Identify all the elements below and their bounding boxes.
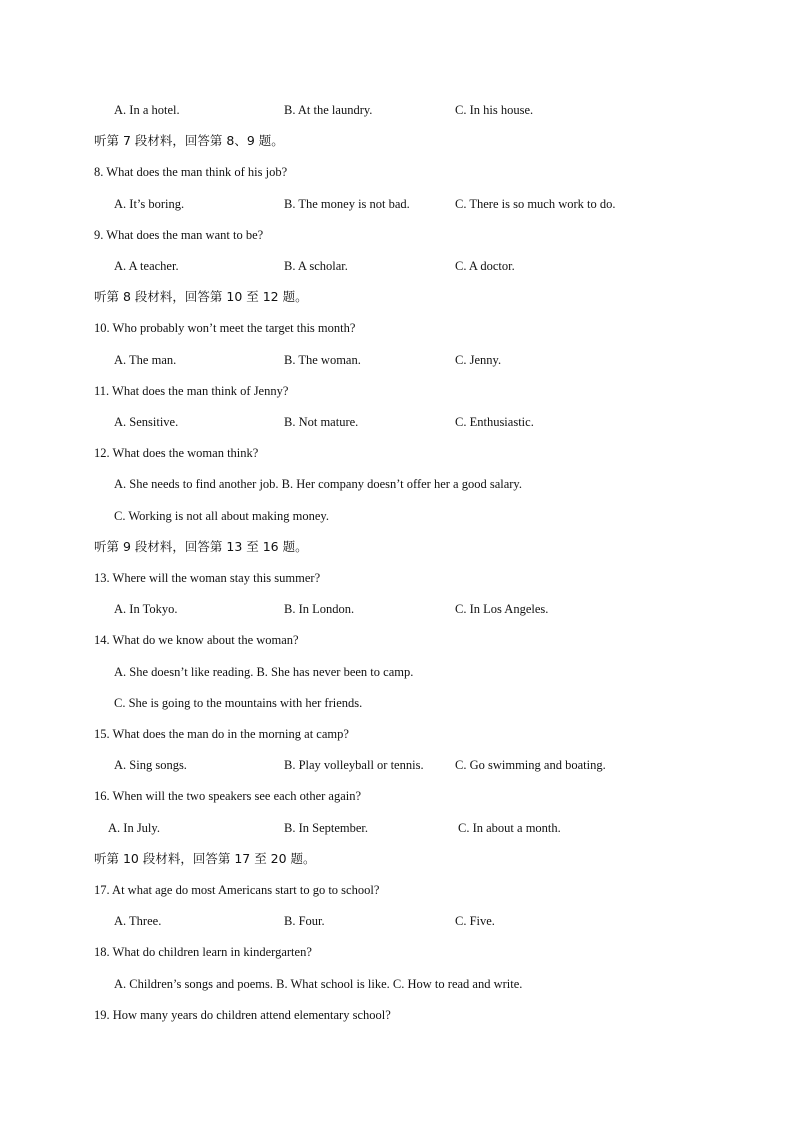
option-c: C. Five. — [455, 914, 495, 929]
question: 16. When will the two speakers see each other again? — [94, 789, 362, 804]
options-line: A. She doesn’t like reading. B. She has never been to camp. — [114, 664, 414, 679]
option-a: A. Sensitive. — [114, 415, 179, 429]
option-c: C. Go swimming and boating. — [455, 758, 606, 773]
question: 12. What does the woman think? — [94, 446, 259, 461]
option-c: C. Enthusiastic. — [455, 415, 534, 429]
option-b: B. Play volleyball or tennis. — [284, 758, 424, 773]
question: 15. What does the man do in the morning at camp? — [94, 727, 349, 741]
options-line: C. Working is not all about making money. — [114, 508, 329, 523]
question: 17. At what age do most Americans start to go to school? — [94, 883, 380, 897]
section-heading: 听第 10 段材料，回答第 17 至 20 题。 — [94, 850, 316, 866]
option-b: B. The money is not bad. — [284, 196, 410, 211]
question: 19. How many years do children attend elementary school? — [94, 1007, 391, 1022]
option-a: A. In July. — [108, 820, 160, 835]
section-heading: 听第 9 段材料，回答第 13 至 16 题。 — [94, 538, 308, 554]
options-line: A. She needs to find another job. B. Her company doesn’t offer her a good salary. — [114, 477, 522, 492]
option-a: A. In a hotel. — [114, 103, 180, 117]
option-b: B. In London. — [284, 602, 355, 617]
option-c: C. In about a month. — [458, 820, 561, 835]
option-b: B. Not mature. — [284, 415, 359, 429]
option-b: B. Four. — [284, 914, 325, 929]
question: 10. Who probably won’t meet the target this month? — [94, 321, 356, 336]
option-a: A. The man. — [114, 352, 177, 367]
question: 18. What do children learn in kindergarten? — [94, 945, 312, 960]
option-b: B. In September. — [284, 820, 369, 835]
option-a: A. Three. — [114, 914, 162, 929]
options-line: C. She is going to the mountains with her friends. — [114, 695, 363, 710]
option-c: C. There is so much work to do. — [455, 196, 616, 211]
question: 13. Where will the woman stay this summer? — [94, 571, 321, 585]
option-b: B. A scholar. — [284, 259, 348, 273]
option-a: A. It’s boring. — [114, 196, 185, 211]
question: 14. What do we know about the woman? — [94, 633, 299, 648]
option-c: C. A doctor. — [455, 259, 515, 273]
option-a: A. In Tokyo. — [114, 602, 178, 617]
option-b: B. At the laundry. — [284, 103, 373, 117]
option-a: A. Sing songs. — [114, 758, 187, 773]
option-b: B. The woman. — [284, 352, 361, 367]
section-heading: 听第 8 段材料，回答第 10 至 12 题。 — [94, 289, 308, 305]
question: 11. What does the man think of Jenny? — [94, 383, 289, 398]
option-c: C. In his house. — [455, 103, 534, 117]
option-a: A. A teacher. — [114, 259, 179, 273]
options-line: A. Children’s songs and poems. B. What school is like. C. How to read and write. — [114, 976, 523, 991]
option-c: C. In Los Angeles. — [455, 602, 549, 617]
option-c: C. Jenny. — [455, 352, 502, 367]
question: 9. What does the man want to be? — [94, 227, 264, 242]
section-heading: 听第 7 段材料，回答第 8、9 题。 — [94, 133, 284, 149]
question: 8. What does the man think of his job? — [94, 165, 288, 180]
